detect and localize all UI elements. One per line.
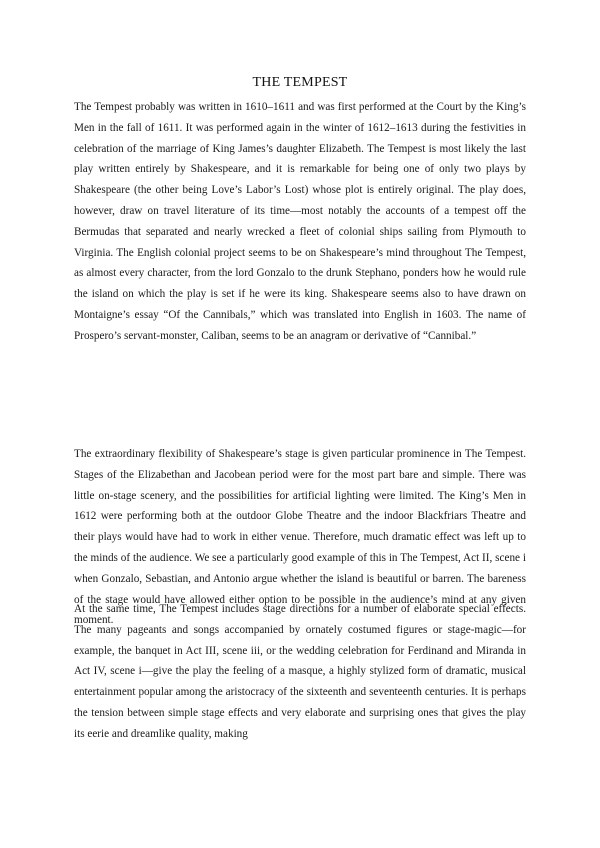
paragraph-composition-and-sources: The Tempest probably was written in 1610–1611 and was first performed at the Court by the King’s Men in the fall of 1611. It was performed again in the winter of 1612–1613 during the festivities in celebration of the marriage of King James’s daughter Elizabeth. The Tempest is most likely the last play written entirely by Shakespeare, and it is remarkable for being one of only two plays by Shakespeare (the other being Love’s Labor’s Lost) whose plot is entirely original. The play does, however, draw on travel literature of its time—most notably the accounts of a tempest off the Bermudas that separated and nearly wrecked a fleet of colonial ships sailing from Plymouth to Virginia. The English colonial project seems to be on Shakespeare’s mind throughout The Tempest, as almost every character, from the lord Gonzalo to the drunk Stephano, ponders how he would rule the island on which the play is set if he were its king. Shakespeare seems also to have drawn on Montaigne’s essay “Of the Cannibals,” which was translated into English in 1603. The name of Prospero’s servant-monster, Caliban, seems to be an anagram or derivative of “Cannibal.” [74, 101, 526, 342]
document-title: THE TEMPEST [252, 75, 348, 90]
paragraph-special-effects: At the same time, The Tempest includes stage directions for a number of elaborate special effects. The many pageants and songs accompanied by ornately costumed figures or stage-magic—for example, the banquet in Act III, scene iii, or the wedding celebration for Ferdinand and Miranda in Act IV, scene i—give the play the feeling of a masque, a highly stylized form of dramatic, musical entertainment popular among the aristocracy of the sixteenth and seventeenth centuries. It is perhaps the tension between simple stage effects and very elaborate and surprising ones that gives the play its eerie and dreamlike quality, making [74, 603, 526, 740]
paragraph-stage-flexibility: The extraordinary flexibility of Shakespeare’s stage is given particular prominence in The Tempest. Stages of the Elizabethan and Jacobean period were for the most part bare and simple. There was little on-stage scenery, and the possibilities for artificial lighting were limited. The King’s Men in 1612 were performing both at the outdoor Globe Theatre and the indoor Blackfriars Theatre and their plays would have had to work in either venue. Therefore, much dramatic effect was left up to the minds of the audience. We see a particularly good example of this in The Tempest, Act II, scene i when Gonzalo, Sebastian, and Antonio argue whether the island is beautiful or barren. The bareness of the stage would have allowed either option to be possible in the audience’s mind at any given moment. [74, 448, 526, 627]
